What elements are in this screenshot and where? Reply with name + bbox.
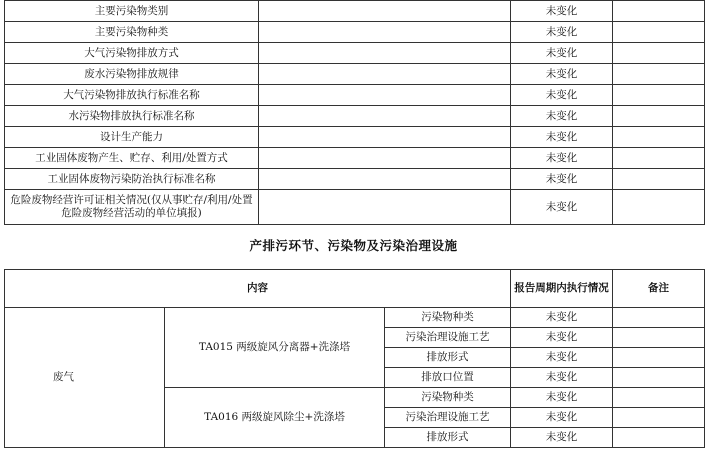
item-cell: 污染物种类 — [385, 388, 511, 408]
note-cell — [613, 106, 705, 127]
note-cell — [613, 348, 705, 368]
status-cell: 未变化 — [511, 368, 613, 388]
status-cell: 未变化 — [511, 22, 613, 43]
status-cell: 未变化 — [511, 127, 613, 148]
table-row — [5, 1, 705, 22]
table-row — [5, 64, 705, 85]
note-cell — [613, 328, 705, 348]
status-cell: 未变化 — [511, 106, 613, 127]
row-label: 工业固体废物产生、贮存、利用/处置方式 — [5, 148, 259, 169]
row-label: 大气污染物排放方式 — [5, 43, 259, 64]
row-label: 工业固体废物污染防治执行标准名称 — [5, 169, 259, 190]
table-header-row — [5, 270, 705, 308]
note-cell — [613, 1, 705, 22]
blank-cell — [259, 169, 511, 190]
note-cell — [613, 169, 705, 190]
item-cell: 污染治理设施工艺 — [385, 408, 511, 428]
item-cell: 污染治理设施工艺 — [385, 328, 511, 348]
row-label: 设计生产能力 — [5, 127, 259, 148]
table-row — [5, 22, 705, 43]
status-cell: 未变化 — [511, 43, 613, 64]
header-status: 报告周期内执行情况 — [511, 270, 613, 308]
status-cell: 未变化 — [511, 408, 613, 428]
row-label: 废水污染物排放规律 — [5, 64, 259, 85]
bottom-table-body — [5, 270, 705, 448]
table-row — [5, 169, 705, 190]
header-note: 备注 — [613, 270, 705, 308]
note-cell — [613, 43, 705, 64]
note-cell — [613, 368, 705, 388]
row-label: 水污染物排放执行标准名称 — [5, 106, 259, 127]
item-cell: 污染物种类 — [385, 308, 511, 328]
note-cell — [613, 64, 705, 85]
row-label: 主要污染物类别 — [5, 1, 259, 22]
item-cell: 排放口位置 — [385, 368, 511, 388]
facility-name-cell: TA015 两级旋风分离器+洗涤塔 — [165, 308, 385, 388]
status-cell: 未变化 — [511, 328, 613, 348]
blank-cell — [259, 106, 511, 127]
note-cell — [613, 190, 705, 225]
note-cell — [613, 148, 705, 169]
status-cell: 未变化 — [511, 85, 613, 106]
facility-name-cell: TA016 两级旋风除尘+洗涤塔 — [165, 388, 385, 448]
blank-cell — [259, 1, 511, 22]
row-label: 危险废物经营许可证相关情况(仅从事贮存/利用/处置危险废物经营活动的单位填报) — [5, 190, 259, 225]
status-cell: 未变化 — [511, 388, 613, 408]
emission-facility-table — [4, 269, 705, 448]
status-cell: 未变化 — [511, 1, 613, 22]
blank-cell — [259, 22, 511, 43]
status-cell: 未变化 — [511, 64, 613, 85]
table-row — [5, 43, 705, 64]
note-cell — [613, 408, 705, 428]
row-label: 主要污染物种类 — [5, 22, 259, 43]
item-cell: 排放形式 — [385, 428, 511, 448]
table-row — [5, 127, 705, 148]
item-cell: 排放形式 — [385, 348, 511, 368]
category-cell: 废气 — [5, 308, 165, 448]
blank-cell — [259, 127, 511, 148]
section-title: 产排污环节、污染物及污染治理设施 — [249, 238, 458, 253]
note-cell — [613, 308, 705, 328]
status-cell: 未变化 — [511, 428, 613, 448]
note-cell — [613, 85, 705, 106]
row-label: 大气污染物排放执行标准名称 — [5, 85, 259, 106]
note-cell — [613, 428, 705, 448]
blank-cell — [259, 85, 511, 106]
blank-cell — [259, 148, 511, 169]
status-cell: 未变化 — [511, 308, 613, 328]
status-cell: 未变化 — [511, 348, 613, 368]
note-cell — [613, 22, 705, 43]
blank-cell — [259, 64, 511, 85]
status-cell: 未变化 — [511, 190, 613, 225]
blank-cell — [259, 43, 511, 64]
top-table-body — [5, 1, 705, 225]
note-cell — [613, 127, 705, 148]
header-content: 内容 — [5, 270, 511, 308]
status-cell: 未变化 — [511, 169, 613, 190]
top-status-table — [4, 0, 705, 225]
blank-cell — [259, 190, 511, 225]
table-row — [5, 106, 705, 127]
table-row — [5, 190, 705, 225]
status-cell: 未变化 — [511, 148, 613, 169]
table-row — [5, 308, 705, 328]
table-row — [5, 148, 705, 169]
note-cell — [613, 388, 705, 408]
table-row — [5, 85, 705, 106]
